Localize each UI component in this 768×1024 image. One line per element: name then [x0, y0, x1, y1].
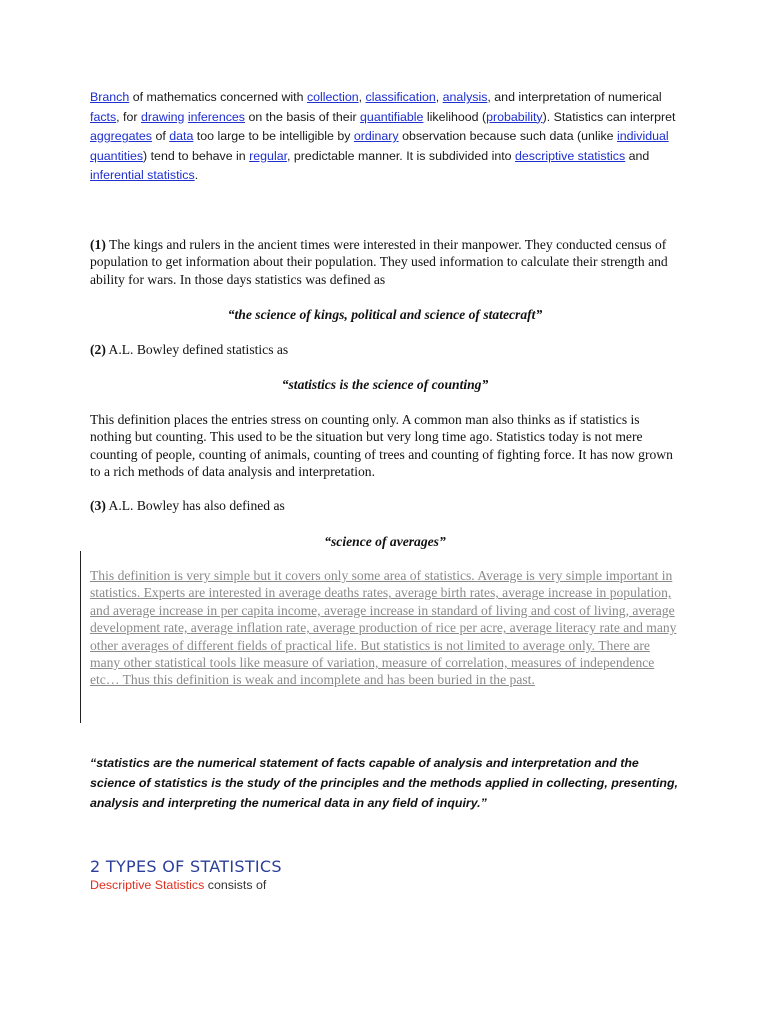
intro-text: likelihood (	[423, 109, 487, 124]
intro-text: observation because such data (unlike	[398, 129, 617, 143]
definition-3-number: (3)	[90, 498, 106, 513]
definition-1	[90, 236, 680, 288]
intro-text: ,	[358, 90, 366, 104]
intro-text: and	[625, 148, 650, 163]
definition-2-explanation: This definition places the entries stress on counting only. A common man also thinks as if statistics is nothing but counting. This used to be the situation but very long time ago. Statistics today is not mere counting of people, counting of animals, counting of trees and counting of fighting force. It has now grown to a rich methods of data analysis and interpretation.	[90, 412, 673, 480]
link-analysis[interactable]: analysis	[442, 90, 488, 104]
link-collection[interactable]: collection	[306, 90, 359, 104]
link-aggregates[interactable]: aggregates	[90, 129, 153, 143]
link-regular[interactable]: regular	[249, 148, 288, 163]
intro-paragraph	[90, 88, 690, 186]
link-quantifiable[interactable]: quantifiable	[360, 109, 424, 124]
link-inferential-statistics[interactable]: inferential statistics	[90, 168, 195, 182]
definition-2-number: (2)	[90, 342, 106, 357]
intro-text: ) tend to behave in	[143, 148, 250, 163]
intro-text: of mathematics concerned with	[129, 90, 307, 104]
intro-text: ). Statistics can interpret	[542, 109, 676, 124]
intro-text: .	[194, 168, 199, 182]
definition-3-text: A.L. Bowley has also defined as	[105, 498, 285, 513]
intro-text: too large to be intelligible by	[193, 129, 354, 143]
intro-text: on the basis of their	[245, 109, 361, 124]
intro-text: , and interpretation of numerical	[487, 90, 662, 104]
types-heading: 2 TYPES OF STATISTICS	[90, 857, 282, 876]
tracked-deletion-paragraph: This definition is very simple but it covers only some area of statistics. Average is very simple important in statistics. Experts are interested in average deaths rates, average birth rates, average increase in population, and average increase in per capita income, average increase in standard of living and cost of living, average development rate, average inflation rate, average production of rice per acre, average literacy rate and many other averages of different fields of practical life. But statistics is not limited to average only. There are many other statistical tools like measure of variation, measure of correlation, measures of independence etc… Thus this definition is weak and incomplete and has been buried in the past.	[90, 568, 677, 688]
definition-2-quote: “statistics is the science of counting”	[281, 377, 489, 392]
definition-1-text: The kings and rulers in the ancient times were interested in their manpower. They conducted census of population to get information about their population. They used information to calculate their strength and ability for wars. In those days statistics was defined as	[90, 237, 668, 287]
link-individual[interactable]: individual	[616, 129, 669, 143]
link-classification[interactable]: classification	[365, 90, 436, 104]
definition-2-text: A.L. Bowley defined statistics as	[105, 342, 289, 357]
definition-1-number: (1)	[90, 237, 106, 252]
intro-text: , for	[116, 109, 141, 124]
intro-text: ,	[435, 90, 443, 104]
descriptive-line	[90, 878, 266, 892]
link-facts[interactable]: facts	[90, 109, 117, 124]
definition-2	[90, 341, 680, 358]
revision-change-bar	[80, 551, 81, 723]
link-drawing[interactable]: drawing	[140, 109, 185, 124]
link-quantities[interactable]: quantities	[90, 148, 144, 163]
descriptive-statistics-label: Descriptive Statistics	[90, 878, 205, 892]
intro-text: , predictable manner. It is subdivided into	[287, 148, 516, 163]
link-ordinary[interactable]: ordinary	[353, 129, 399, 143]
link-inferences[interactable]: inferences	[187, 109, 245, 124]
definition-3	[90, 497, 680, 514]
intro-text: of	[152, 129, 170, 143]
link-descriptive-statistics[interactable]: descriptive statistics	[515, 148, 626, 163]
definition-1-quote: “the science of kings, political and science of statecraft”	[227, 307, 543, 322]
link-data[interactable]: data	[169, 129, 194, 143]
formal-definition-quote: “statistics are the numerical statement of facts capable of analysis and interpretation and the science of statistics is the study of the principles and the methods applied in collecting, presenting, analysis and interpreting the numerical data in any field of inquiry.”	[90, 756, 678, 810]
link-probability[interactable]: probability	[486, 109, 543, 124]
definition-3-quote: “science of averages”	[324, 534, 446, 549]
link-branch[interactable]: Branch	[90, 90, 130, 104]
descriptive-consists-text: consists of	[204, 878, 267, 892]
